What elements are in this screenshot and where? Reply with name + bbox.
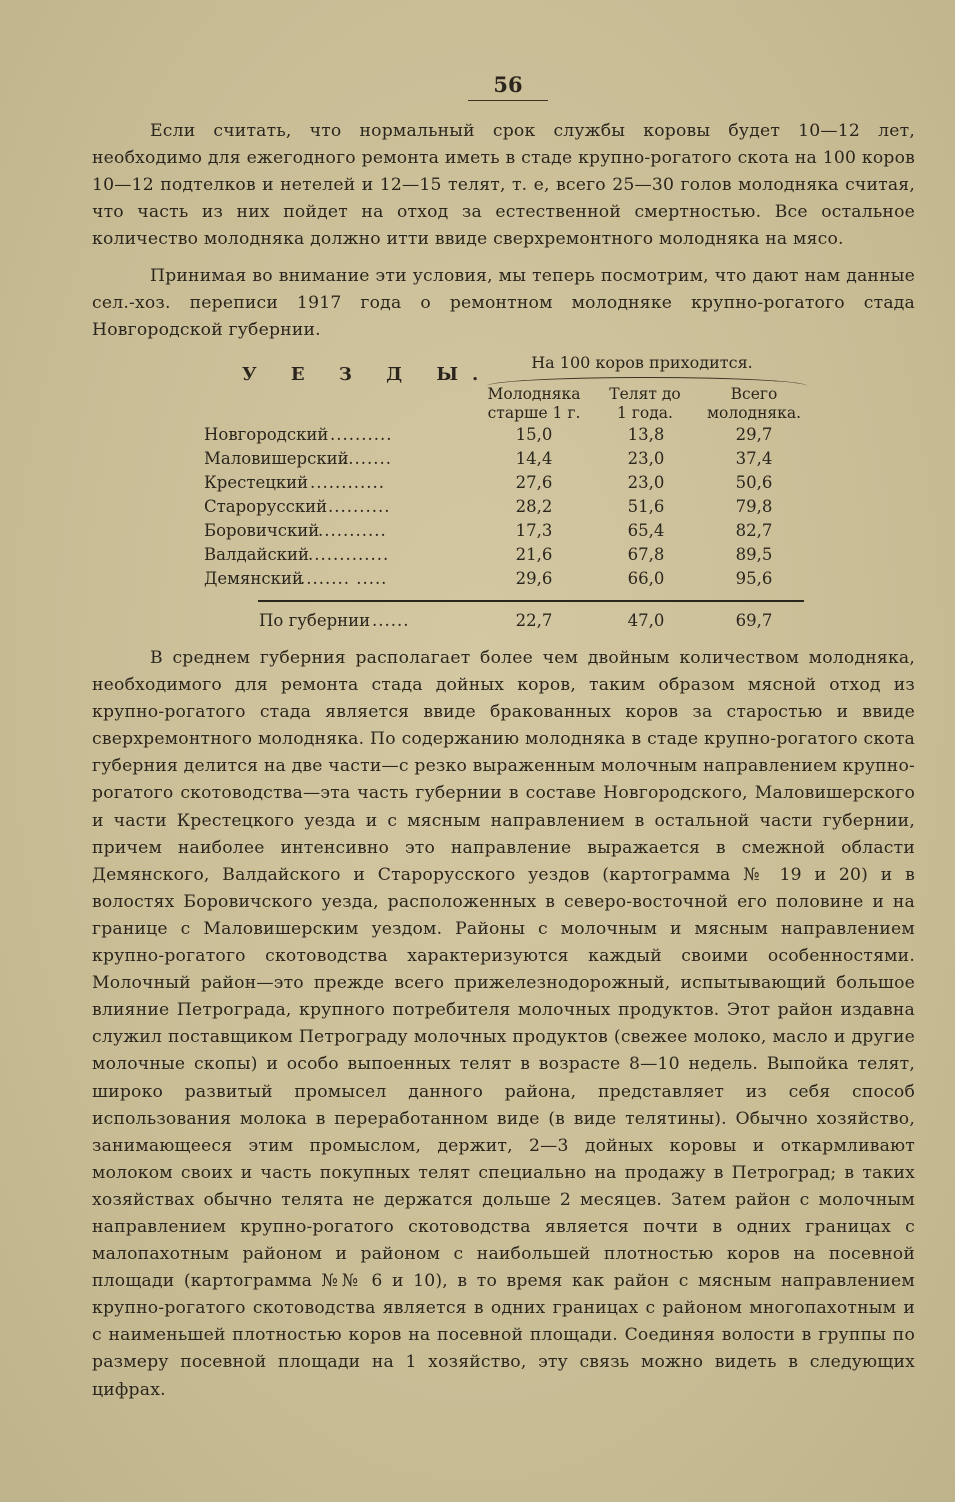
total-dots: ......	[372, 611, 410, 630]
column-header-1	[474, 385, 594, 423]
total-value-c2: 47,0	[627, 611, 665, 630]
row-value-c2: 23,0	[627, 449, 665, 468]
row-value-c3: 79,8	[735, 497, 773, 516]
row-value-c1: 28,2	[515, 497, 553, 516]
row-dots: ........	[342, 449, 392, 468]
table-spanning-header: На 100 коров приходится.	[531, 353, 753, 372]
row-dots: ............	[310, 473, 385, 492]
column-header-1-line1: Молодняка	[487, 385, 581, 403]
row-name: Маловишерский	[204, 449, 349, 468]
table-row	[0, 545, 955, 569]
column-header-2-line1: Телят до	[609, 385, 681, 403]
row-name: Крестецкий	[204, 473, 309, 492]
row-value-c3: 95,6	[735, 569, 773, 588]
row-name: Валдайский	[204, 545, 309, 564]
column-header-2	[590, 385, 700, 423]
row-value-c3: 89,5	[735, 545, 773, 564]
table-header-brace	[487, 377, 807, 386]
row-value-c2: 13,8	[627, 425, 665, 444]
table-row	[0, 521, 955, 545]
paragraph-3: В среднем губерния располагает более чем двойным количеством молодняка, необходимого для ремонта стада дойных коров, таким образом мясной отход из крупно-рогатого стада является ввиде бракованных коров за старостью и ввиде сверхремонтного молодняка. По содержанию молодняка в стаде крупно-рогатого скота губерния делится на две части—с резко выраженным молочным направлением крупно-рогатого скотоводства—эта часть губернии в составе Новгородского, Маловишерского и части Крестецкого уезда и с мясным направлением в остальной части губернии, причем наиболее интенсивно это направление выражается в смежной области Демянского, Валдайского и Старорусского уездов (картограмма № 19 и 20) и в волостях Боровичского уезда, расположенных в северо-восточной его половине и на границе с Маловишерским уездом. Районы с молочным и мясным направлением крупно-рогатого скотоводства характеризуются каждый своими особенностями. Молочный район—это прежде всего прижелезнодорожный, испытывающий большое влияние Петрограда, крупного потребителя молочных продуктов. Этот район издавна служил поставщиком Петрограду молочных продуктов (свежее молоко, масло и другие молочные скопы) и особо выпоенных телят в возрасте 8—10 недель. Выпойка телят, широко развитый промысел данного района, представляет из себя способ использования молока в переработанном виде (в виде телятины). Обычно хозяйство, занимающееся этим промыслом, держит, 2—3 дойных коровы и откармливают молоком своих и часть покупных телят специально на продажу в Петроград; в таких хозяйствах обычно телята не держатся дольше 2 месяцев. Затем район с молочным направлением крупно-рогатого скотоводства является почти в одних границах с малопахотным районом и районом с наибольшей плотностью коров на посевной площади (картограмма №№ 6 и 10), в то время как район с мясным направлением крупно-рогатого скотоводства является в одних границах с районом многопахотным и с наименьшей плотностью коров на посевной площади. Соединяя волости в группы по размеру посевной площади на 1 хозяйство, эту связь можно видеть в следующих цифрах.	[92, 648, 916, 1400]
row-value-c1: 27,6	[515, 473, 553, 492]
paragraph-1: Если считать, что нормальный срок службы коровы будет 10—12 лет, необходимо для ежегодного ремонта иметь в стаде крупно-рогатого скота на 100 коров 10—12 подтелков и нетелей и 12—15 телят, т. е, всего 25—30 голов молодняка считая, что часть из них пойдет на отход за естественной смертностью. Все остальное количество молодняка должно итти ввиде сверхремонтного молодняка на мясо.	[92, 121, 915, 249]
column-header-3	[696, 385, 812, 423]
table-row	[0, 449, 955, 473]
row-name: Новгородский	[204, 425, 329, 444]
total-value-c3: 69,7	[735, 611, 773, 630]
row-dots: .............	[308, 545, 390, 564]
table-total-rule	[258, 600, 804, 602]
row-value-c1: 21,6	[515, 545, 553, 564]
row-name: Демянский	[204, 569, 303, 588]
page-number: 56	[493, 72, 523, 97]
row-value-c2: 23,0	[627, 473, 665, 492]
table-row	[0, 497, 955, 521]
column-header-3-line2: молодняка.	[706, 404, 802, 422]
total-name: По губернии	[259, 611, 371, 630]
row-value-c3: 82,7	[735, 521, 773, 540]
paragraph-2: Принимая во внимание эти условия, мы теперь посмотрим, что дают нам данные сел.-хоз. переписи 1917 года о ремонтном молодняке крупно-рогатого стада Новгородской губернии.	[92, 266, 915, 340]
page-number-rule	[468, 100, 548, 101]
row-name: Боровичский	[204, 521, 320, 540]
row-dots: ........ .....	[300, 569, 388, 588]
row-value-c1: 29,6	[515, 569, 553, 588]
row-value-c3: 29,7	[735, 425, 773, 444]
row-value-c3: 37,4	[735, 449, 773, 468]
column-header-1-line2: старше 1 г.	[487, 404, 581, 422]
table-row	[0, 569, 955, 593]
row-name: Старорусский	[204, 497, 328, 516]
row-value-c2: 65,4	[627, 521, 665, 540]
row-value-c3: 50,6	[735, 473, 773, 492]
column-header-3-line1: Всего	[730, 385, 778, 403]
table-row	[0, 473, 955, 497]
total-value-c1: 22,7	[515, 611, 553, 630]
row-value-c2: 51,6	[627, 497, 665, 516]
table-row-header: У Е З Д Ы.	[242, 364, 493, 385]
column-header-2-line2: 1 года.	[617, 404, 673, 422]
row-value-c1: 14,4	[515, 449, 553, 468]
table-total-row	[0, 611, 955, 635]
row-dots: ..........	[328, 497, 391, 516]
row-value-c1: 15,0	[515, 425, 553, 444]
row-dots: ...........	[318, 521, 387, 540]
row-value-c1: 17,3	[515, 521, 553, 540]
row-value-c2: 67,8	[627, 545, 665, 564]
row-value-c2: 66,0	[627, 569, 665, 588]
table-row	[0, 425, 955, 449]
row-dots: ..........	[330, 425, 393, 444]
